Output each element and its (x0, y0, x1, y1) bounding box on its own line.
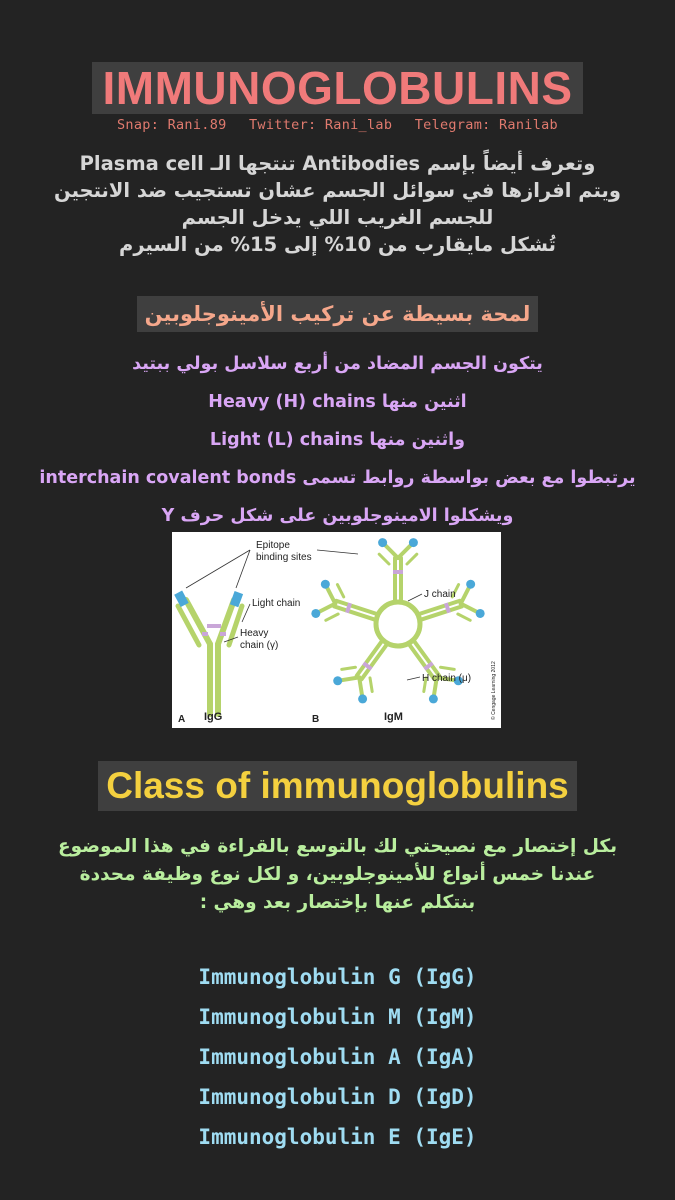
epitope-label: Epitope (256, 540, 290, 551)
igm-binding-site (429, 694, 438, 703)
classes-intro-paragraph (0, 833, 675, 917)
intro-line: وتعرف أيضاً بإسم Antibodies تنتجها الـ Plasma cell (79, 152, 596, 175)
intro-paragraph (0, 150, 675, 258)
igm-light-chain (441, 667, 455, 669)
j-chain-label: J chain (424, 589, 456, 600)
panel-a-label: A (178, 714, 186, 725)
igm-light-chain (458, 614, 470, 620)
antibody-diagram (172, 532, 501, 728)
igm-binding-site (358, 694, 367, 703)
classes-intro-line: عندنا خمس أنواع للأمينوجلوبين، و لكل نوع وظيفة محددة (79, 864, 596, 885)
igm-light-chain (370, 678, 372, 692)
igm-binding-site (409, 538, 418, 547)
class-item: Immunoglobulin D (IgD) (198, 1085, 477, 1109)
igm-light-chain (407, 554, 417, 564)
class-item: Immunoglobulin M (IgM) (198, 1005, 477, 1029)
structure-heading: لمحة بسيطة عن تركيب الأمينوجلوبين (137, 296, 539, 332)
heavy-chain-gamma-label: chain (γ) (240, 640, 279, 651)
class-list (0, 957, 675, 1157)
class-item: Immunoglobulin E (IgE) (198, 1125, 477, 1149)
intro-line: ويتم افرازها في سوائل الجسم عشان تستجيب ضد الانتجين (54, 179, 621, 202)
igm-j-chain-ring (376, 602, 420, 646)
structure-line: واثنين منها Light (L) chains (209, 430, 466, 450)
binding-sites-label: binding sites (256, 552, 312, 563)
class-item: Immunoglobulin A (IgA) (198, 1045, 477, 1069)
igm-light-chain (326, 614, 338, 620)
class-heading-block (0, 761, 675, 811)
igm-disulfide-bond (393, 570, 403, 574)
structure-line: يتكون الجسم المضاد من أربع سلاسل بولي ببتيد (132, 354, 543, 374)
igg-disulfide-bond (207, 624, 221, 628)
class-heading: Class of immunoglobulins (98, 761, 577, 811)
igm-binding-site (321, 580, 330, 589)
intro-line: تُشكل مايقارب من 10% إلى 15% من السيرم (119, 233, 556, 256)
snap-handle: Snap: Rani.89 (117, 117, 227, 133)
structure-heading-block (0, 296, 675, 332)
classes-intro-line: بنتكلم عنها بإختصار بعد وهي : (199, 892, 476, 913)
heavy-chain-label: Heavy (240, 628, 269, 639)
igg-heavy-chain-arm (186, 600, 210, 644)
social-handles (0, 117, 675, 133)
igg-label: IgG (204, 711, 223, 723)
structure-line: يرتبطوا مع بعض بواسطة روابط تسمى interchain covalent bonds (39, 468, 636, 488)
title-block (0, 62, 675, 114)
light-chain-label: Light chain (252, 598, 301, 609)
igg-disulfide-bond (220, 632, 226, 636)
igm-binding-site (378, 538, 387, 547)
igm-light-chain (342, 667, 356, 669)
intro-line: للجسم الغريب اللي يدخل الجسم (181, 206, 494, 229)
copyright-label: © Cengage Learning 2012 (491, 661, 497, 720)
igm-label: IgM (384, 711, 403, 723)
igm-binding-site (311, 609, 320, 618)
structure-paragraph (0, 345, 675, 535)
h-chain-mu-label: H chain (μ) (422, 673, 472, 684)
igg-molecule (174, 590, 243, 714)
structure-line: ويشكلوا الامينوجلوبين على شكل حرف Y (161, 506, 514, 526)
igm-binding-site (466, 580, 475, 589)
page-title: IMMUNOGLOBULINS (92, 62, 582, 114)
telegram-handle: Telegram: Ranilab (414, 117, 558, 133)
igm-binding-site (333, 676, 342, 685)
structure-line: اثنين منها Heavy (H) chains (208, 392, 467, 412)
class-item: Immunoglobulin G (IgG) (198, 965, 477, 989)
igg-disulfide-bond (202, 632, 208, 636)
igm-light-chain (337, 585, 343, 597)
panel-b-label: B (312, 714, 320, 725)
igm-binding-site (476, 609, 485, 618)
igm-light-chain (379, 554, 389, 564)
classes-intro-line: بكل إختصار مع نصيحتي لك بالتوسع بالقراءة في هذا الموضوع (57, 836, 618, 857)
twitter-handle: Twitter: Rani_lab (249, 117, 393, 133)
